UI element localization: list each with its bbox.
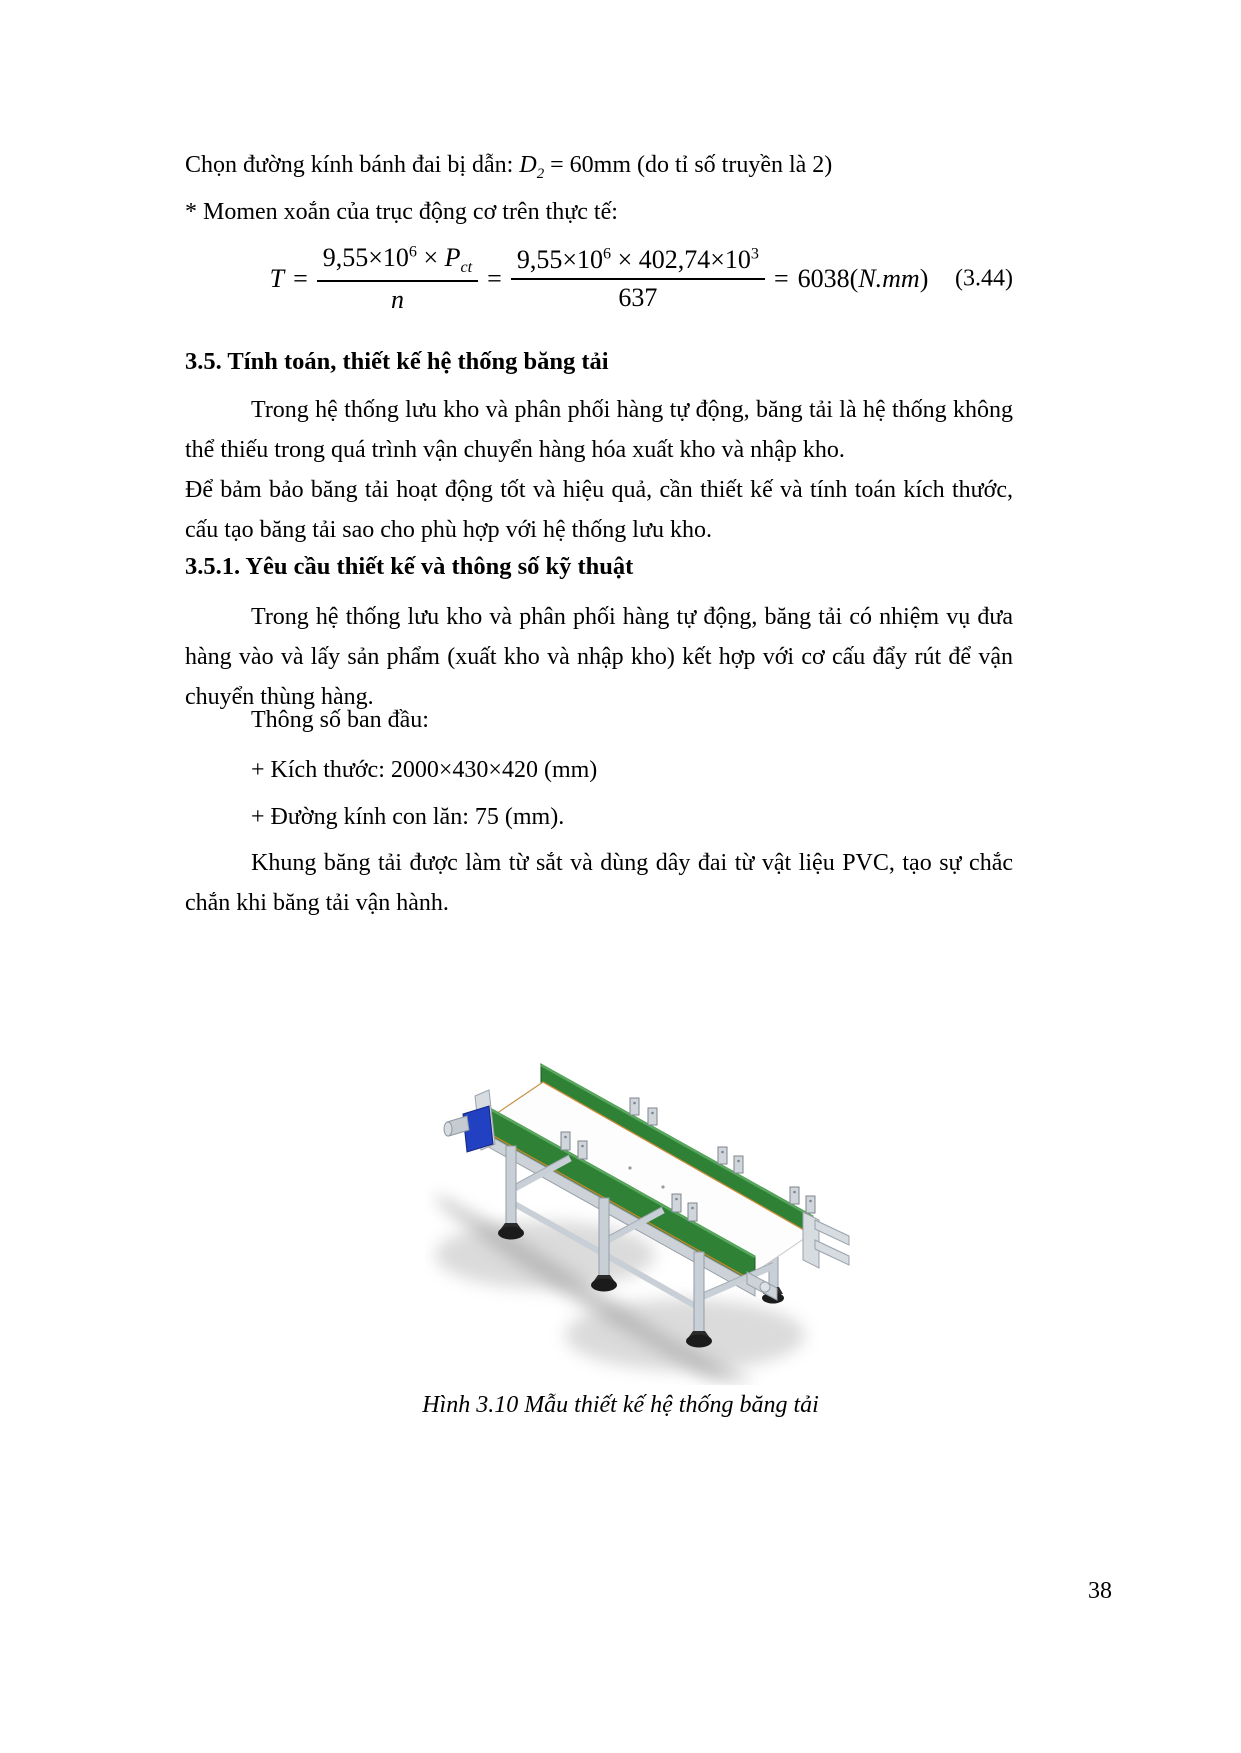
- spec-item-roller: [185, 797, 1079, 837]
- equation-number: (3.44): [955, 265, 1013, 292]
- intro-line-pulley: [185, 152, 1013, 183]
- spec-item-roller-text: + Đường kính con lăn: 75 (mm).: [251, 804, 565, 830]
- variable-p-sub: ct: [460, 259, 473, 277]
- result-value: 6038(: [797, 264, 859, 294]
- heading-3-5: [185, 348, 1013, 376]
- result-unit: N.mm: [858, 264, 920, 294]
- equation-body: [270, 243, 929, 315]
- fraction-numeric-numerator: [511, 245, 765, 280]
- fraction-numeric-denominator: 637: [618, 283, 658, 313]
- spec-item-dimensions-text: + Kích thước: 2000×430×420 (mm): [251, 757, 598, 783]
- intro-line-pulley-value: = 60mm (do tỉ số truyền là 2): [544, 152, 833, 178]
- paragraph-3-5-1-a-text: Trong hệ thống lưu kho và phân phối hàng tự động, băng tải có nhiệm vụ đưa hàng vào và lấy sản phẩm (xuất kho và nhập kho) kết hợp với cơ cấu đẩy rút để vận chuyển thùng hàng.: [185, 604, 1013, 710]
- specs-intro-line: [185, 700, 1079, 740]
- figure-3-10: [425, 1040, 885, 1385]
- paragraph-3-5-1-b: [185, 843, 1013, 923]
- paragraph-3-5-1-a: [185, 597, 1013, 717]
- right-end-assembly: [803, 1212, 849, 1268]
- heading-3-5-1: [185, 553, 1013, 581]
- paragraph-3-5-b-text: Để bảm bảo băng tải hoạt động tốt và hiệu quả, cần thiết kế và tính toán kích thước, cấu tạo băng tải sao cho phù hợp với hệ thống lưu kho.: [185, 477, 1013, 543]
- times-sign: ×: [416, 243, 445, 272]
- figure-caption: [0, 1392, 1241, 1419]
- intro-line-torque: [185, 199, 1013, 226]
- heading-3-5-text: 3.5. Tính toán, thiết kế hệ thống băng tải: [185, 348, 609, 375]
- paragraph-3-5-1-b-text: Khung băng tải được làm từ sắt và dùng dây đai từ vật liệu PVC, tạo sự chắc chắn khi băng tải vận hành.: [185, 850, 1013, 916]
- conveyor-figure: [425, 1040, 885, 1385]
- paragraph-3-5-a: [185, 390, 1013, 470]
- exponent2: 3: [750, 245, 759, 263]
- exponent: 6: [603, 245, 612, 263]
- variable-p: P: [444, 243, 461, 272]
- fraction-symbolic-numerator: [317, 243, 478, 282]
- page-number-text: 38: [1088, 1578, 1112, 1604]
- spec-item-dimensions: [185, 750, 1079, 790]
- specs-intro-text: Thông số ban đầu:: [251, 707, 429, 733]
- equals-sign: =: [487, 264, 502, 294]
- coef: 9,55×10: [322, 243, 409, 272]
- equation-result: [798, 264, 929, 294]
- coef: 9,55×10: [516, 245, 604, 275]
- heading-3-5-1-text: 3.5.1. Yêu cầu thiết kế và thông số kỹ thuật: [185, 553, 634, 580]
- variable-d2: D: [519, 152, 537, 178]
- intro-line-torque-text: * Momen xoắn của trục động cơ trên thực tế:: [185, 199, 618, 225]
- exponent: 6: [408, 243, 417, 261]
- paragraph-3-5-a-text: Trong hệ thống lưu kho và phân phối hàng tự động, băng tải là hệ thống không thể thiếu trong quá trình vận chuyển hàng hóa xuất kho và nhập kho.: [185, 397, 1013, 463]
- result-close: ): [919, 264, 929, 294]
- intro-line-pulley-text: Chọn đường kính bánh đai bị dẫn:: [185, 152, 520, 178]
- figure-caption-text: Hình 3.10 Mẫu thiết kế hệ thống băng tải: [422, 1392, 819, 1418]
- fraction-symbolic: [317, 243, 478, 315]
- equation-lhs: T: [269, 264, 285, 294]
- equals-sign: =: [293, 264, 308, 294]
- variable-d2-sub: 2: [536, 165, 545, 182]
- paragraph-3-5-b: [185, 470, 1013, 550]
- page-number: [1088, 1578, 1112, 1605]
- drive-assembly: [444, 1090, 495, 1152]
- equation-3-44: [185, 243, 1013, 315]
- fraction-symbolic-denominator: n: [390, 285, 404, 315]
- fraction-numeric: [511, 245, 765, 313]
- coef2: × 402,74×10: [611, 245, 751, 275]
- equals-sign: =: [773, 264, 789, 294]
